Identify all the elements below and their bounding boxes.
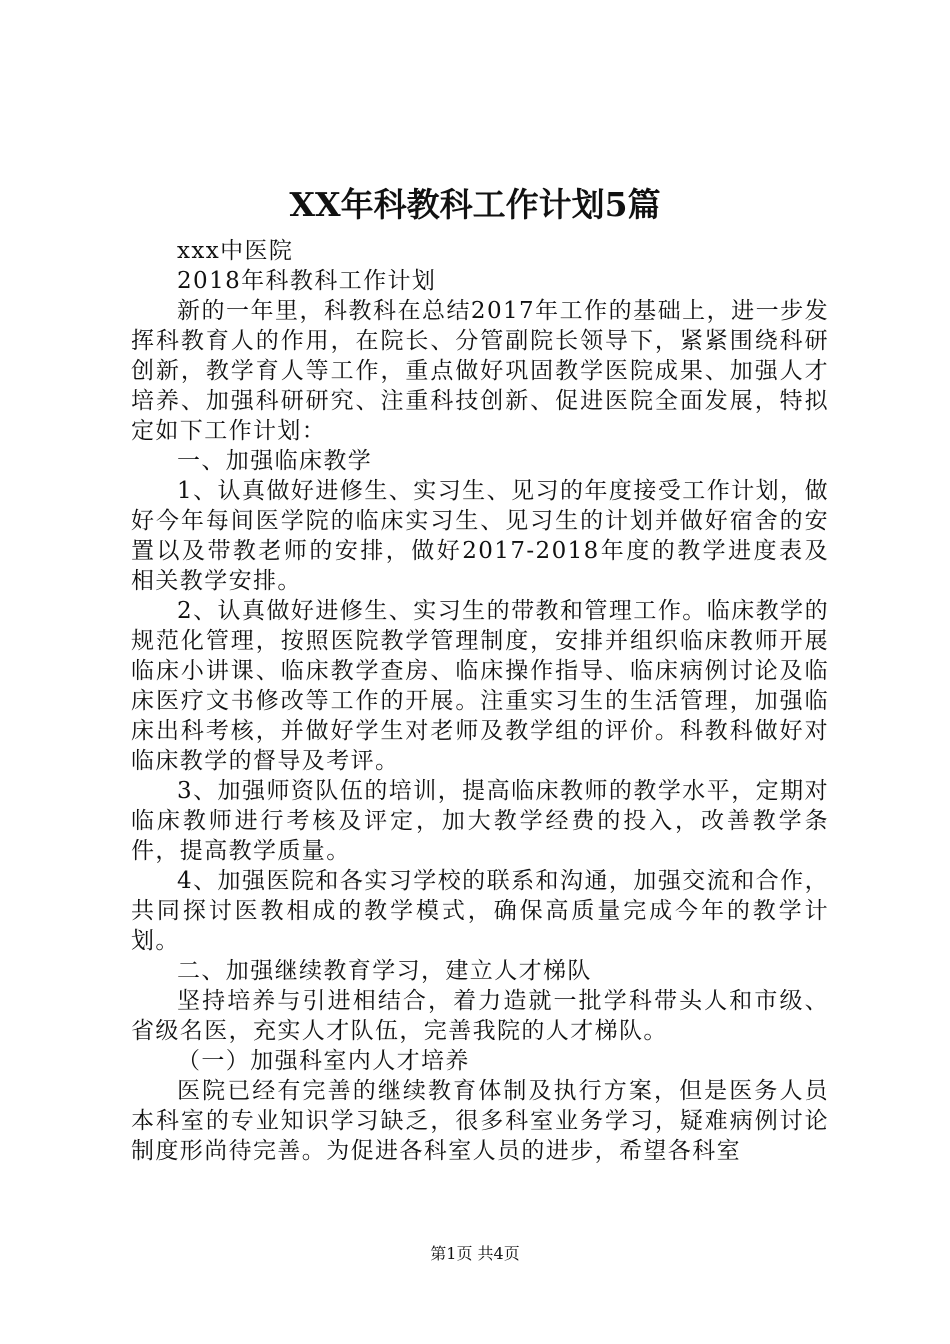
paragraph-talent: 坚持培养与引进相结合，着力造就一批学科带头人和市级、省级名医，充实人才队伍，完善我院的人才梯队。 <box>131 988 829 1044</box>
document-title: XX年科教科工作计划5篇 <box>289 185 661 224</box>
paragraph-item-3: 3、加强师资队伍的培训，提高临床教师的教学水平，定期对临床教师进行考核及评定，加大教学经费的投入，改善教学条件，提高教学质量。 <box>131 778 829 864</box>
paragraph-plan-heading: 2018年科教科工作计划 <box>177 268 437 294</box>
paragraph-hospital-name: xxx中医院 <box>177 238 294 264</box>
document-body <box>131 236 829 1166</box>
paragraph-department-training: 医院已经有完善的继续教育体制及执行方案，但是医务人员本科室的专业知识学习缺乏，很多科室业务学习，疑难病例讨论制度形尚待完善。为促进各科室人员的进步，希望各科室 <box>131 1078 829 1164</box>
paragraph-item-2: 2、认真做好进修生、实习生的带教和管理工作。临床教学的规范化管理，按照医院教学管理制度，安排并组织临床教师开展临床小讲课、临床教学查房、临床操作指导、临床病例讨论及临床医疗文书修改等工作的开展。注重实习生的生活管理，加强临床出科考核，并做好学生对老师及教学组的评价。科教科做好对临床教学的督导及考评。 <box>131 598 829 774</box>
paragraph-item-4: 4、加强医院和各实习学校的联系和沟通，加强交流和合作，共同探讨医教相成的教学模式，确保高质量完成今年的教学计划。 <box>131 868 829 954</box>
subsection-heading-department-training: （一）加强科室内人才培养 <box>177 1048 470 1074</box>
paragraph-item-1: 1、认真做好进修生、实习生、见习的年度接受工作计划，做好今年每间医学院的临床实习生、见习生的计划并做好宿舍的安置以及带教老师的安排，做好2017-2018年度的教学进度表及相关教学安排。 <box>131 478 829 594</box>
paragraph-intro: 新的一年里，科教科在总结2017年工作的基础上，进一步发挥科教育人的作用，在院长、分管副院长领导下，紧紧围绕科研创新，教学育人等工作，重点做好巩固教学医院成果、加强人才培养、加强科研研究、注重科技创新、促进医院全面发展，特拟定如下工作计划： <box>131 298 829 444</box>
section-heading-clinical-teaching: 一、加强临床教学 <box>177 448 373 474</box>
section-heading-continuing-education: 二、加强继续教育学习，建立人才梯队 <box>177 958 592 984</box>
page-footer: 第1页 共4页 <box>430 1244 520 1263</box>
